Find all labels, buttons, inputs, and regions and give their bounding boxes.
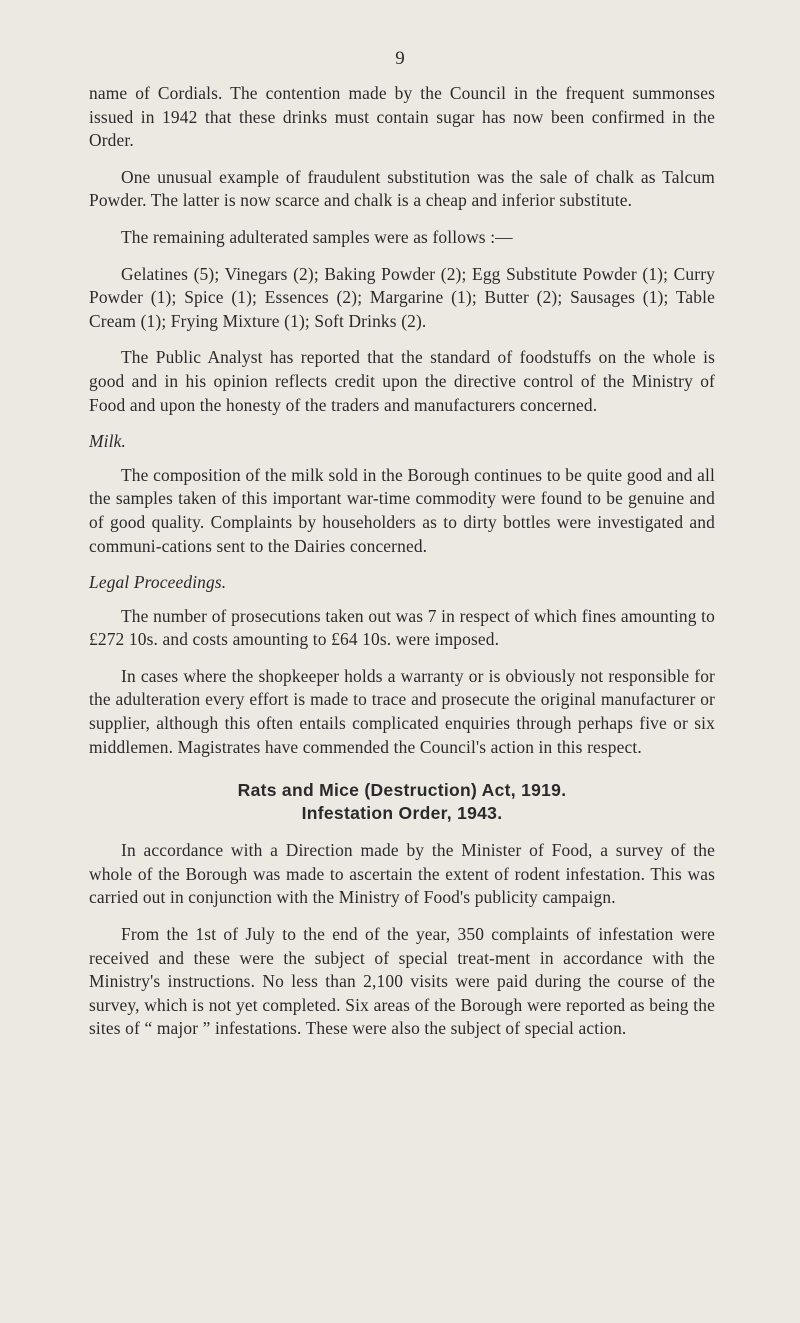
heading-infestation-order: Infestation Order, 1943. <box>301 803 503 824</box>
page-number: 9 <box>395 48 405 69</box>
paragraph-milk: The composition of the milk sold in the Borough continues to be quite good and all the samples taken of this important war-time commodity were found to be genuine and of good quality. Complaints by householders as to dirty bottles were investigated and communi-cations sent to the Dairies concerned. <box>89 464 715 556</box>
section-title-legal-proceedings: Legal Proceedings. <box>89 572 227 593</box>
paragraph-sample-list: Gelatines (5); Vinegars (2); Baking Powder (2); Egg Substitute Powder (1); Curry Powder (1); Spice (1); Essences (2); Margarine (1); Butter (2); Sausages (1); Table Cream (1); Frying Mixture (1); Soft Drinks (2). <box>89 263 715 331</box>
paragraph-survey: In accordance with a Direction made by the Minister of Food, a survey of the whole of the Borough was made to ascertain the extent of rodent infestation. This was carried out in conjunction with the Ministry of Food's publicity campaign. <box>89 840 715 908</box>
paragraph-prosecutions: The number of prosecutions taken out was 7 in respect of which fines amounting to £272 10s. and costs amounting to £64 10s. were imposed. <box>89 605 715 650</box>
paragraph-talcum: One unusual example of fraudulent substitution was the sale of chalk as Talcum Powder. The latter is now scarce and chalk is a cheap and inferior substitute. <box>89 166 715 211</box>
paragraph-public-analyst: The Public Analyst has reported that the standard of foodstuffs on the whole is good and in his opinion reflects credit upon the directive control of the Ministry of Food and upon the honesty of the traders and manufacturers concerned. <box>89 347 715 415</box>
paragraph-warranty: In cases where the shopkeeper holds a warranty or is obviously not responsible for the adulteration every effort is made to trace and prosecute the original manufacturer or supplier, although this often entails complicated enquiries through perhaps five or six middlemen. Magistrates have commended the Council's action in this respect. <box>89 665 715 757</box>
rats-heading-block <box>89 779 715 825</box>
paragraph-complaints: From the 1st of July to the end of the year, 350 complaints of infestation were received and these were the subject of special treat-ment in accordance with the Ministry's instructions. No less than 2,100 visits were paid during the course of the survey, which is not yet completed. Six areas of the Borough were reported as being the sites of “ major ” infestations. These were also the subject of special action. <box>89 924 715 1039</box>
page-content <box>89 82 715 1054</box>
paragraph-remaining-samples: The remaining adulterated samples were as follows :— <box>121 226 513 247</box>
paragraph-cordials: name of Cordials. The contention made by the Council in the frequent summonses issued in 1942 that these drinks must contain sugar has now been confirmed in the Order. <box>89 83 715 151</box>
section-title-milk: Milk. <box>89 431 126 452</box>
heading-rats-and-mice-act: Rats and Mice (Destruction) Act, 1919. <box>237 780 567 801</box>
